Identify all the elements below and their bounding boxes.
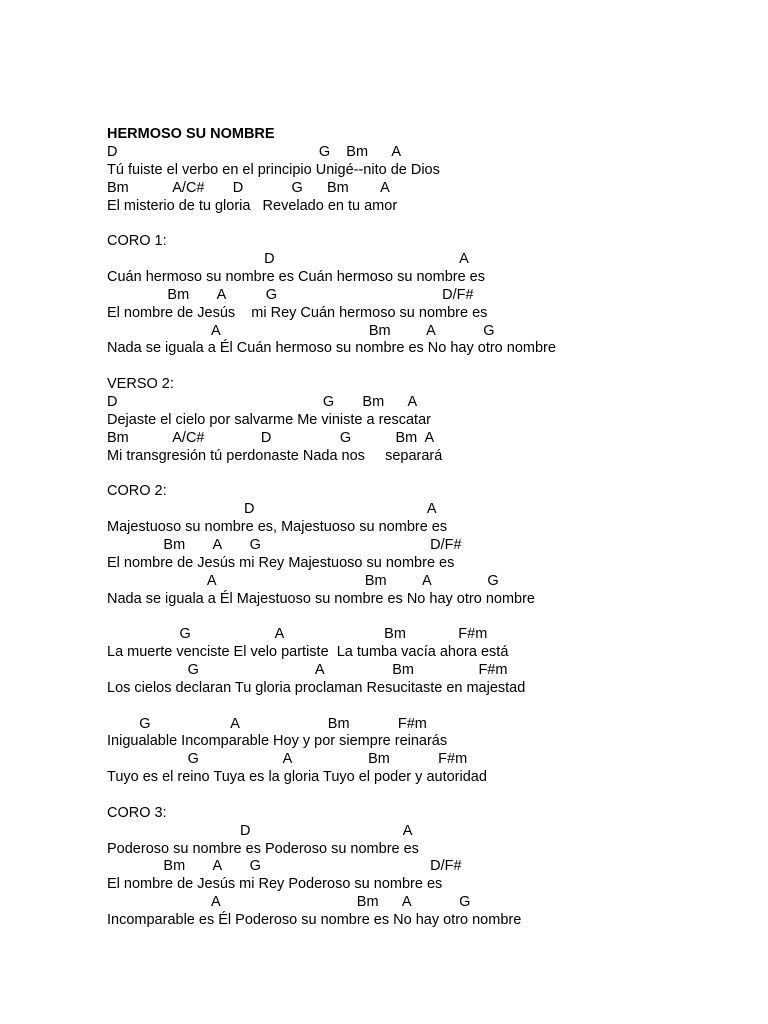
chord-line: D G Bm A (107, 144, 402, 160)
lyric-line: Tú fuiste el verbo en el principio Unigé--nito de Dios (107, 161, 440, 178)
chord-line: Bm A G D/F# (107, 536, 462, 553)
lyric-line: El nombre de Jesús mi Rey Poderoso su nombre es (107, 876, 443, 893)
section-label: CORO 2: (107, 483, 167, 500)
lyric-line: El nombre de Jesús mi Rey Majestuoso su nombre es (107, 554, 455, 571)
chord-line: D A (107, 251, 469, 268)
section-label: VERSO 2: (107, 376, 174, 393)
section-label: CORO 1: (107, 233, 167, 250)
chord-line: G A Bm F#m (107, 626, 488, 643)
lyric-line: Incomparable es Él Poderoso su nombre es No hay otro nombre (107, 911, 522, 928)
chord-line: A Bm A G (107, 322, 495, 339)
chord-line: Bm A G D/F# (107, 858, 462, 875)
lyric-line: El misterio de tu gloria Revelado en tu amor (107, 197, 398, 214)
chord-line: G A Bm F#m (107, 751, 468, 768)
chord-line: Bm A G D/F# (107, 286, 474, 303)
lyric-line: Tuyo es el reino Tuya es la gloria Tuyo el poder y autoridad (107, 769, 487, 786)
lyric-line: Cuán hermoso su nombre es Cuán hermoso su nombre es (107, 269, 485, 286)
chord-line: Bm A/C# D G Bm A (107, 179, 390, 196)
lyric-line: El nombre de Jesús mi Rey Cuán hermoso su nombre es (107, 304, 488, 321)
lyric-line: Poderoso su nombre es Poderoso su nombre es (107, 840, 419, 857)
chord-line: A Bm A G (107, 894, 471, 911)
chord-line: D A (107, 501, 437, 518)
lyric-line: La muerte venciste El velo partiste La tumba vacía ahora está (107, 644, 509, 661)
chord-line: D G Bm A (107, 394, 418, 411)
lyric-line: Majestuoso su nombre es, Majestuoso su nombre es (107, 519, 448, 536)
song-title: HERMOSO SU NOMBRE (107, 126, 275, 142)
chord-line: G A Bm F#m (107, 715, 427, 732)
chord-line: G A Bm F#m (107, 661, 508, 678)
section-label: CORO 3: (107, 804, 167, 821)
lyric-line: Nada se iguala a Él Majestuoso su nombre es No hay otro nombre (107, 590, 535, 607)
chord-line: A Bm A G (107, 572, 499, 589)
lyric-line: Los cielos declaran Tu gloria proclaman Resucitaste en majestad (107, 679, 526, 696)
lyric-line: Dejaste el cielo por salvarme Me viniste a rescatar (107, 411, 431, 428)
lyric-line: Mi transgresión tú perdonaste Nada nos separará (107, 447, 443, 464)
chord-line: D A (107, 822, 413, 839)
chord-line: Bm A/C# D G Bm A (107, 429, 435, 446)
lyric-line: Inigualable Incomparable Hoy y por siempre reinarás (107, 733, 448, 750)
lyric-line: Nada se iguala a Él Cuán hermoso su nombre es No hay otro nombre (107, 340, 556, 357)
